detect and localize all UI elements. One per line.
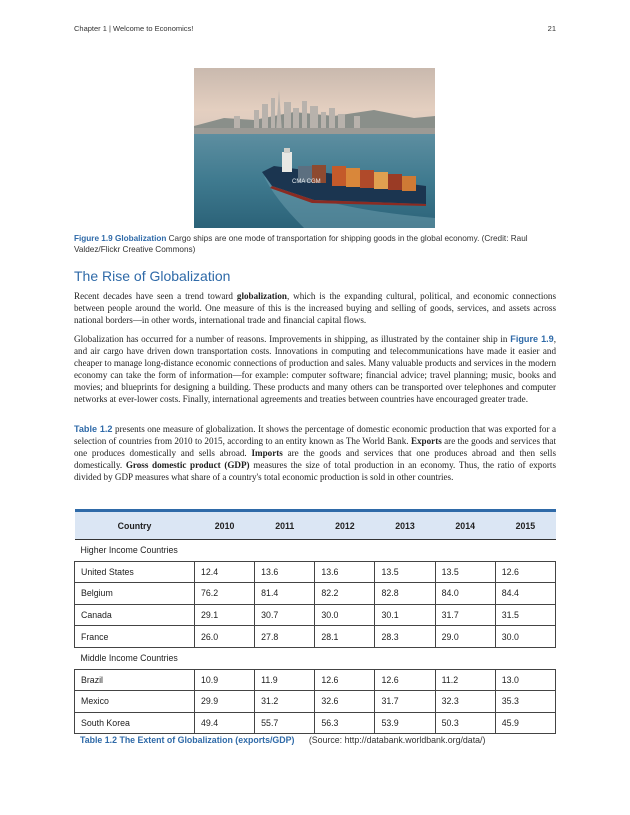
cell-value: 30.0 bbox=[315, 604, 375, 626]
cell-value: 30.0 bbox=[495, 626, 555, 648]
p1-text-b: , which is the expanding cultural, political, and economic connections between people around the world. One measure of this is the increased buying and selling of goods, services, and assets across national borders—in other words, international trade and financial capital flows. bbox=[74, 291, 556, 325]
table-row bbox=[75, 604, 556, 626]
chapter-title: Chapter 1 | Welcome to Economics! bbox=[74, 24, 194, 33]
header-2015: 2015 bbox=[495, 511, 555, 540]
header-2010: 2010 bbox=[195, 511, 255, 540]
section-row-higher-income bbox=[75, 540, 556, 562]
cell-value: 32.3 bbox=[435, 691, 495, 713]
cell-country: South Korea bbox=[75, 712, 195, 734]
table-row bbox=[75, 712, 556, 734]
table-row bbox=[75, 583, 556, 605]
cell-country: Mexico bbox=[75, 691, 195, 713]
table-caption bbox=[80, 735, 485, 745]
section-title-middle-income: Middle Income Countries bbox=[75, 647, 556, 669]
cell-value: 29.1 bbox=[195, 604, 255, 626]
cell-value: 29.9 bbox=[195, 691, 255, 713]
p2-text-b: , and air cargo have driven down transportation costs. Innovations in computing and telecommunications have made it easier and cheaper to manage long-distance economic connections of production and sales. Many valuable products and services in the modern economy can take the form of information—for example: computer software; financial advice; travel planning; music, books and movies; and blueprints for designing a building. These products and many others can be transported over telephones and computer networks at ever-lower costs. Finally, international agreements and treaties between countries have encouraged greater trade. bbox=[74, 334, 557, 404]
paragraph-table-intro bbox=[74, 424, 556, 484]
header-2012: 2012 bbox=[315, 511, 375, 540]
section-row-middle-income bbox=[75, 647, 556, 669]
cell-value: 31.2 bbox=[255, 691, 315, 713]
cell-value: 11.9 bbox=[255, 669, 315, 691]
p2-text-a: Globalization has occurred for a number of reasons. Improvements in shipping, as illustrated by the container ship in bbox=[74, 334, 511, 344]
cell-value: 82.8 bbox=[375, 583, 435, 605]
cell-value: 31.5 bbox=[495, 604, 555, 626]
cell-value: 81.4 bbox=[255, 583, 315, 605]
cell-value: 27.8 bbox=[255, 626, 315, 648]
table-1-2-link[interactable]: Table 1.2 bbox=[74, 424, 113, 434]
cell-value: 11.2 bbox=[435, 669, 495, 691]
p1-text-a: Recent decades have seen a trend toward bbox=[74, 291, 237, 301]
table-row bbox=[75, 561, 556, 583]
cell-value: 84.4 bbox=[495, 583, 555, 605]
term-globalization: globalization bbox=[236, 291, 287, 301]
cell-value: 50.3 bbox=[435, 712, 495, 734]
header-country: Country bbox=[75, 511, 195, 540]
cell-value: 82.2 bbox=[315, 583, 375, 605]
section-title: The Rise of Globalization bbox=[74, 268, 231, 284]
cell-value: 13.6 bbox=[315, 561, 375, 583]
figure-label: Figure 1.9 Globalization bbox=[74, 234, 167, 243]
cell-value: 10.9 bbox=[195, 669, 255, 691]
cell-value: 12.6 bbox=[495, 561, 555, 583]
p3-text-d: measures the size of total production in an economy. Thus, the ratio of exports divided by GDP measures what share of a country's total economic production is sold in other countries. bbox=[74, 459, 556, 482]
term-gdp: Gross domestic product (GDP) bbox=[125, 459, 250, 470]
table-header-row bbox=[75, 511, 556, 540]
cell-country: United States bbox=[75, 561, 195, 583]
figure-caption bbox=[74, 233, 556, 255]
cell-value: 31.7 bbox=[435, 604, 495, 626]
cell-country: Belgium bbox=[75, 583, 195, 605]
cell-value: 32.6 bbox=[315, 691, 375, 713]
cell-value: 35.3 bbox=[495, 691, 555, 713]
cell-value: 76.2 bbox=[195, 583, 255, 605]
table-caption-label: Table 1.2 The Extent of Globalization (exports/GDP) bbox=[80, 735, 295, 745]
figure-caption-text: Cargo ships are one mode of transportation for shipping goods in the global economy. (Credit: Raul Valdez/Flickr Creative Commons) bbox=[74, 234, 528, 254]
cell-country: Canada bbox=[75, 604, 195, 626]
section-title-higher-income: Higher Income Countries bbox=[75, 540, 556, 562]
paragraph-globalization-reasons bbox=[74, 334, 556, 405]
cell-value: 12.4 bbox=[195, 561, 255, 583]
page-number: 21 bbox=[547, 24, 556, 33]
p3-text-c: are the goods and services that one produces abroad and then sells domestically. bbox=[74, 447, 556, 470]
table-row bbox=[75, 626, 556, 648]
cell-value: 30.1 bbox=[375, 604, 435, 626]
page-header bbox=[74, 24, 556, 33]
header-2011: 2011 bbox=[255, 511, 315, 540]
cell-value: 84.0 bbox=[435, 583, 495, 605]
cell-value: 53.9 bbox=[375, 712, 435, 734]
cell-value: 13.6 bbox=[255, 561, 315, 583]
cell-value: 28.1 bbox=[315, 626, 375, 648]
cell-value: 56.3 bbox=[315, 712, 375, 734]
term-exports: Exports bbox=[410, 435, 442, 446]
p3-text-b: are the goods and services that one produces domestically and sells abroad. bbox=[74, 435, 556, 458]
header-2013: 2013 bbox=[375, 511, 435, 540]
cell-country: Brazil bbox=[75, 669, 195, 691]
cell-value: 12.6 bbox=[315, 669, 375, 691]
table-row bbox=[75, 691, 556, 713]
cell-country: France bbox=[75, 626, 195, 648]
cell-value: 55.7 bbox=[255, 712, 315, 734]
cell-value: 13.5 bbox=[435, 561, 495, 583]
figure-photo-cargo-ship bbox=[194, 68, 435, 228]
cell-value: 30.7 bbox=[255, 604, 315, 626]
header-2014: 2014 bbox=[435, 511, 495, 540]
figure-1-9-link[interactable]: Figure 1.9 bbox=[510, 334, 554, 344]
cell-value: 31.7 bbox=[375, 691, 435, 713]
exports-gdp-table bbox=[74, 509, 556, 734]
cell-value: 28.3 bbox=[375, 626, 435, 648]
cell-value: 12.6 bbox=[375, 669, 435, 691]
table-row bbox=[75, 669, 556, 691]
p3-text-a: presents one measure of globalization. It shows the percentage of domestic economic production that was exported for a selection of countries from 2010 to 2015, according to an entity known as The World Bank. bbox=[74, 424, 557, 446]
cell-value: 45.9 bbox=[495, 712, 555, 734]
table-caption-source: (Source: http://databank.worldbank.org/data/) bbox=[308, 735, 486, 745]
cell-value: 29.0 bbox=[435, 626, 495, 648]
paragraph-globalization-definition bbox=[74, 291, 556, 327]
cell-value: 13.0 bbox=[495, 669, 555, 691]
ship-lettering: CMA CGM bbox=[292, 179, 321, 185]
cell-value: 49.4 bbox=[195, 712, 255, 734]
term-imports: Imports bbox=[251, 447, 283, 458]
cell-value: 13.5 bbox=[375, 561, 435, 583]
cell-value: 26.0 bbox=[195, 626, 255, 648]
